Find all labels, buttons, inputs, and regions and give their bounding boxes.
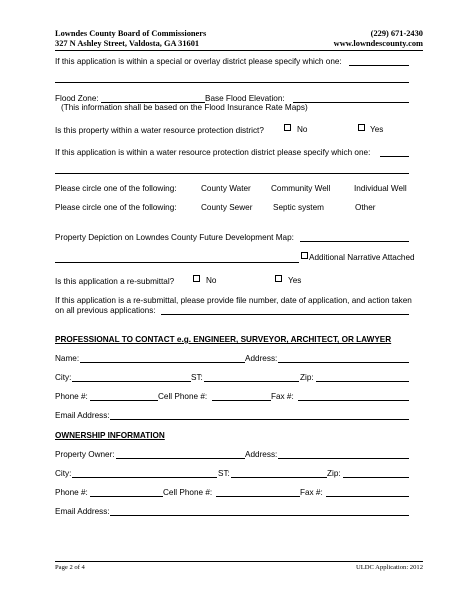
water-protect-yes-checkbox[interactable] bbox=[358, 124, 365, 131]
pro-email-field[interactable] bbox=[110, 419, 409, 420]
water-protect-yes-label: Yes bbox=[370, 125, 384, 134]
footer-document-name: ULDC Application: 2012 bbox=[355, 564, 423, 571]
owner-zip-field[interactable] bbox=[343, 477, 409, 478]
owner-address-label: Address: bbox=[245, 450, 278, 459]
option-county-sewer[interactable]: County Sewer bbox=[201, 203, 253, 212]
special-district-field[interactable] bbox=[349, 65, 409, 66]
circle-sewer-label: Please circle one of the following: bbox=[55, 203, 177, 212]
owner-label: Property Owner: bbox=[55, 450, 115, 459]
option-other[interactable]: Other bbox=[355, 203, 376, 212]
flood-note: (This information shall be based on the Flood Insurance Rate Maps) bbox=[61, 103, 308, 112]
water-specify-label: If this application is within a water resource protection district please specify which one: bbox=[55, 148, 371, 157]
org-name: Lowndes County Board of Commissioners bbox=[55, 29, 207, 38]
water-protect-no-checkbox[interactable] bbox=[284, 124, 291, 131]
property-depiction-field-2[interactable] bbox=[55, 262, 299, 263]
pro-zip-field[interactable] bbox=[316, 381, 409, 382]
option-septic-system[interactable]: Septic system bbox=[273, 203, 324, 212]
owner-cell-label: Cell Phone #: bbox=[163, 488, 213, 497]
base-flood-label: Base Flood Elevation: bbox=[205, 94, 285, 103]
owner-email-label: Email Address: bbox=[55, 507, 110, 516]
pro-st-label: ST: bbox=[191, 373, 203, 382]
pro-zip-label: Zip: bbox=[300, 373, 314, 382]
org-website[interactable]: www.lowndescounty.com bbox=[333, 39, 423, 48]
owner-fax-label: Fax #: bbox=[300, 488, 323, 497]
owner-email-field[interactable] bbox=[110, 515, 409, 516]
header-divider bbox=[55, 50, 423, 51]
pro-fax-label: Fax #: bbox=[271, 392, 294, 401]
resubmittal-field[interactable] bbox=[161, 314, 409, 315]
special-district-label: If this application is within a special or overlay district please specify which one: bbox=[55, 57, 342, 66]
owner-cell-field[interactable] bbox=[216, 496, 300, 497]
resubmittal-question: Is this application a re-submittal? bbox=[55, 277, 175, 286]
owner-st-label: ST: bbox=[218, 469, 230, 478]
pro-st-field[interactable] bbox=[204, 381, 299, 382]
resubmittal-yes-checkbox[interactable] bbox=[275, 275, 282, 282]
pro-fax-field[interactable] bbox=[298, 400, 409, 401]
water-protect-no-label: No bbox=[297, 125, 308, 134]
option-county-water[interactable]: County Water bbox=[201, 184, 251, 193]
base-flood-field[interactable] bbox=[293, 102, 409, 103]
owner-st-field[interactable] bbox=[231, 477, 327, 478]
pro-address-label: Address: bbox=[245, 354, 278, 363]
additional-narrative-checkbox[interactable] bbox=[301, 252, 308, 259]
pro-address-field[interactable] bbox=[278, 362, 409, 363]
additional-narrative-label: Additional Narrative Attached bbox=[309, 253, 415, 262]
ownership-heading: OWNERSHIP INFORMATION bbox=[55, 431, 165, 440]
resubmittal-note-line1: If this application is a re-submittal, please provide file number, date of application, and action taken bbox=[55, 296, 412, 305]
property-depiction-label: Property Depiction on Lowndes County Future Development Map: bbox=[55, 233, 294, 242]
resubmittal-no-checkbox[interactable] bbox=[193, 275, 200, 282]
pro-phone-label: Phone #: bbox=[55, 392, 88, 401]
water-specify-field-2[interactable] bbox=[55, 173, 409, 174]
owner-field[interactable] bbox=[116, 458, 245, 459]
footer-page-number: Page 2 of 4 bbox=[55, 564, 85, 571]
property-depiction-field[interactable] bbox=[300, 241, 409, 242]
water-specify-field[interactable] bbox=[380, 156, 409, 157]
owner-fax-field[interactable] bbox=[326, 496, 409, 497]
pro-city-label: City: bbox=[55, 373, 72, 382]
owner-phone-label: Phone #: bbox=[55, 488, 88, 497]
water-protect-question: Is this property within a water resource protection district? bbox=[55, 126, 264, 135]
org-address: 327 N Ashley Street, Valdosta, GA 31601 bbox=[55, 39, 200, 48]
pro-city-field[interactable] bbox=[72, 381, 191, 382]
pro-email-label: Email Address: bbox=[55, 411, 110, 420]
professional-heading: PROFESSIONAL TO CONTACT e.g. ENGINEER, SURVEYOR, ARCHITECT, OR LAWYER bbox=[55, 335, 392, 344]
special-district-field-2[interactable] bbox=[55, 82, 409, 83]
pro-name-label: Name: bbox=[55, 354, 80, 363]
resubmittal-no-label: No bbox=[206, 276, 217, 285]
owner-phone-field[interactable] bbox=[90, 496, 163, 497]
pro-cell-label: Cell Phone #: bbox=[158, 392, 208, 401]
resubmittal-yes-label: Yes bbox=[288, 276, 302, 285]
owner-city-label: City: bbox=[55, 469, 72, 478]
org-phone: (229) 671-2430 bbox=[370, 29, 423, 38]
owner-address-field[interactable] bbox=[278, 458, 409, 459]
flood-zone-label: Flood Zone: bbox=[55, 94, 99, 103]
resubmittal-note-line2: on all previous applications: bbox=[55, 306, 156, 315]
pro-phone-field[interactable] bbox=[90, 400, 158, 401]
circle-water-label: Please circle one of the following: bbox=[55, 184, 177, 193]
owner-zip-label: Zip: bbox=[327, 469, 341, 478]
option-individual-well[interactable]: Individual Well bbox=[354, 184, 407, 193]
footer-divider bbox=[55, 561, 423, 562]
option-community-well[interactable]: Community Well bbox=[271, 184, 331, 193]
pro-cell-field[interactable] bbox=[212, 400, 271, 401]
pro-name-field[interactable] bbox=[80, 362, 245, 363]
owner-city-field[interactable] bbox=[72, 477, 217, 478]
